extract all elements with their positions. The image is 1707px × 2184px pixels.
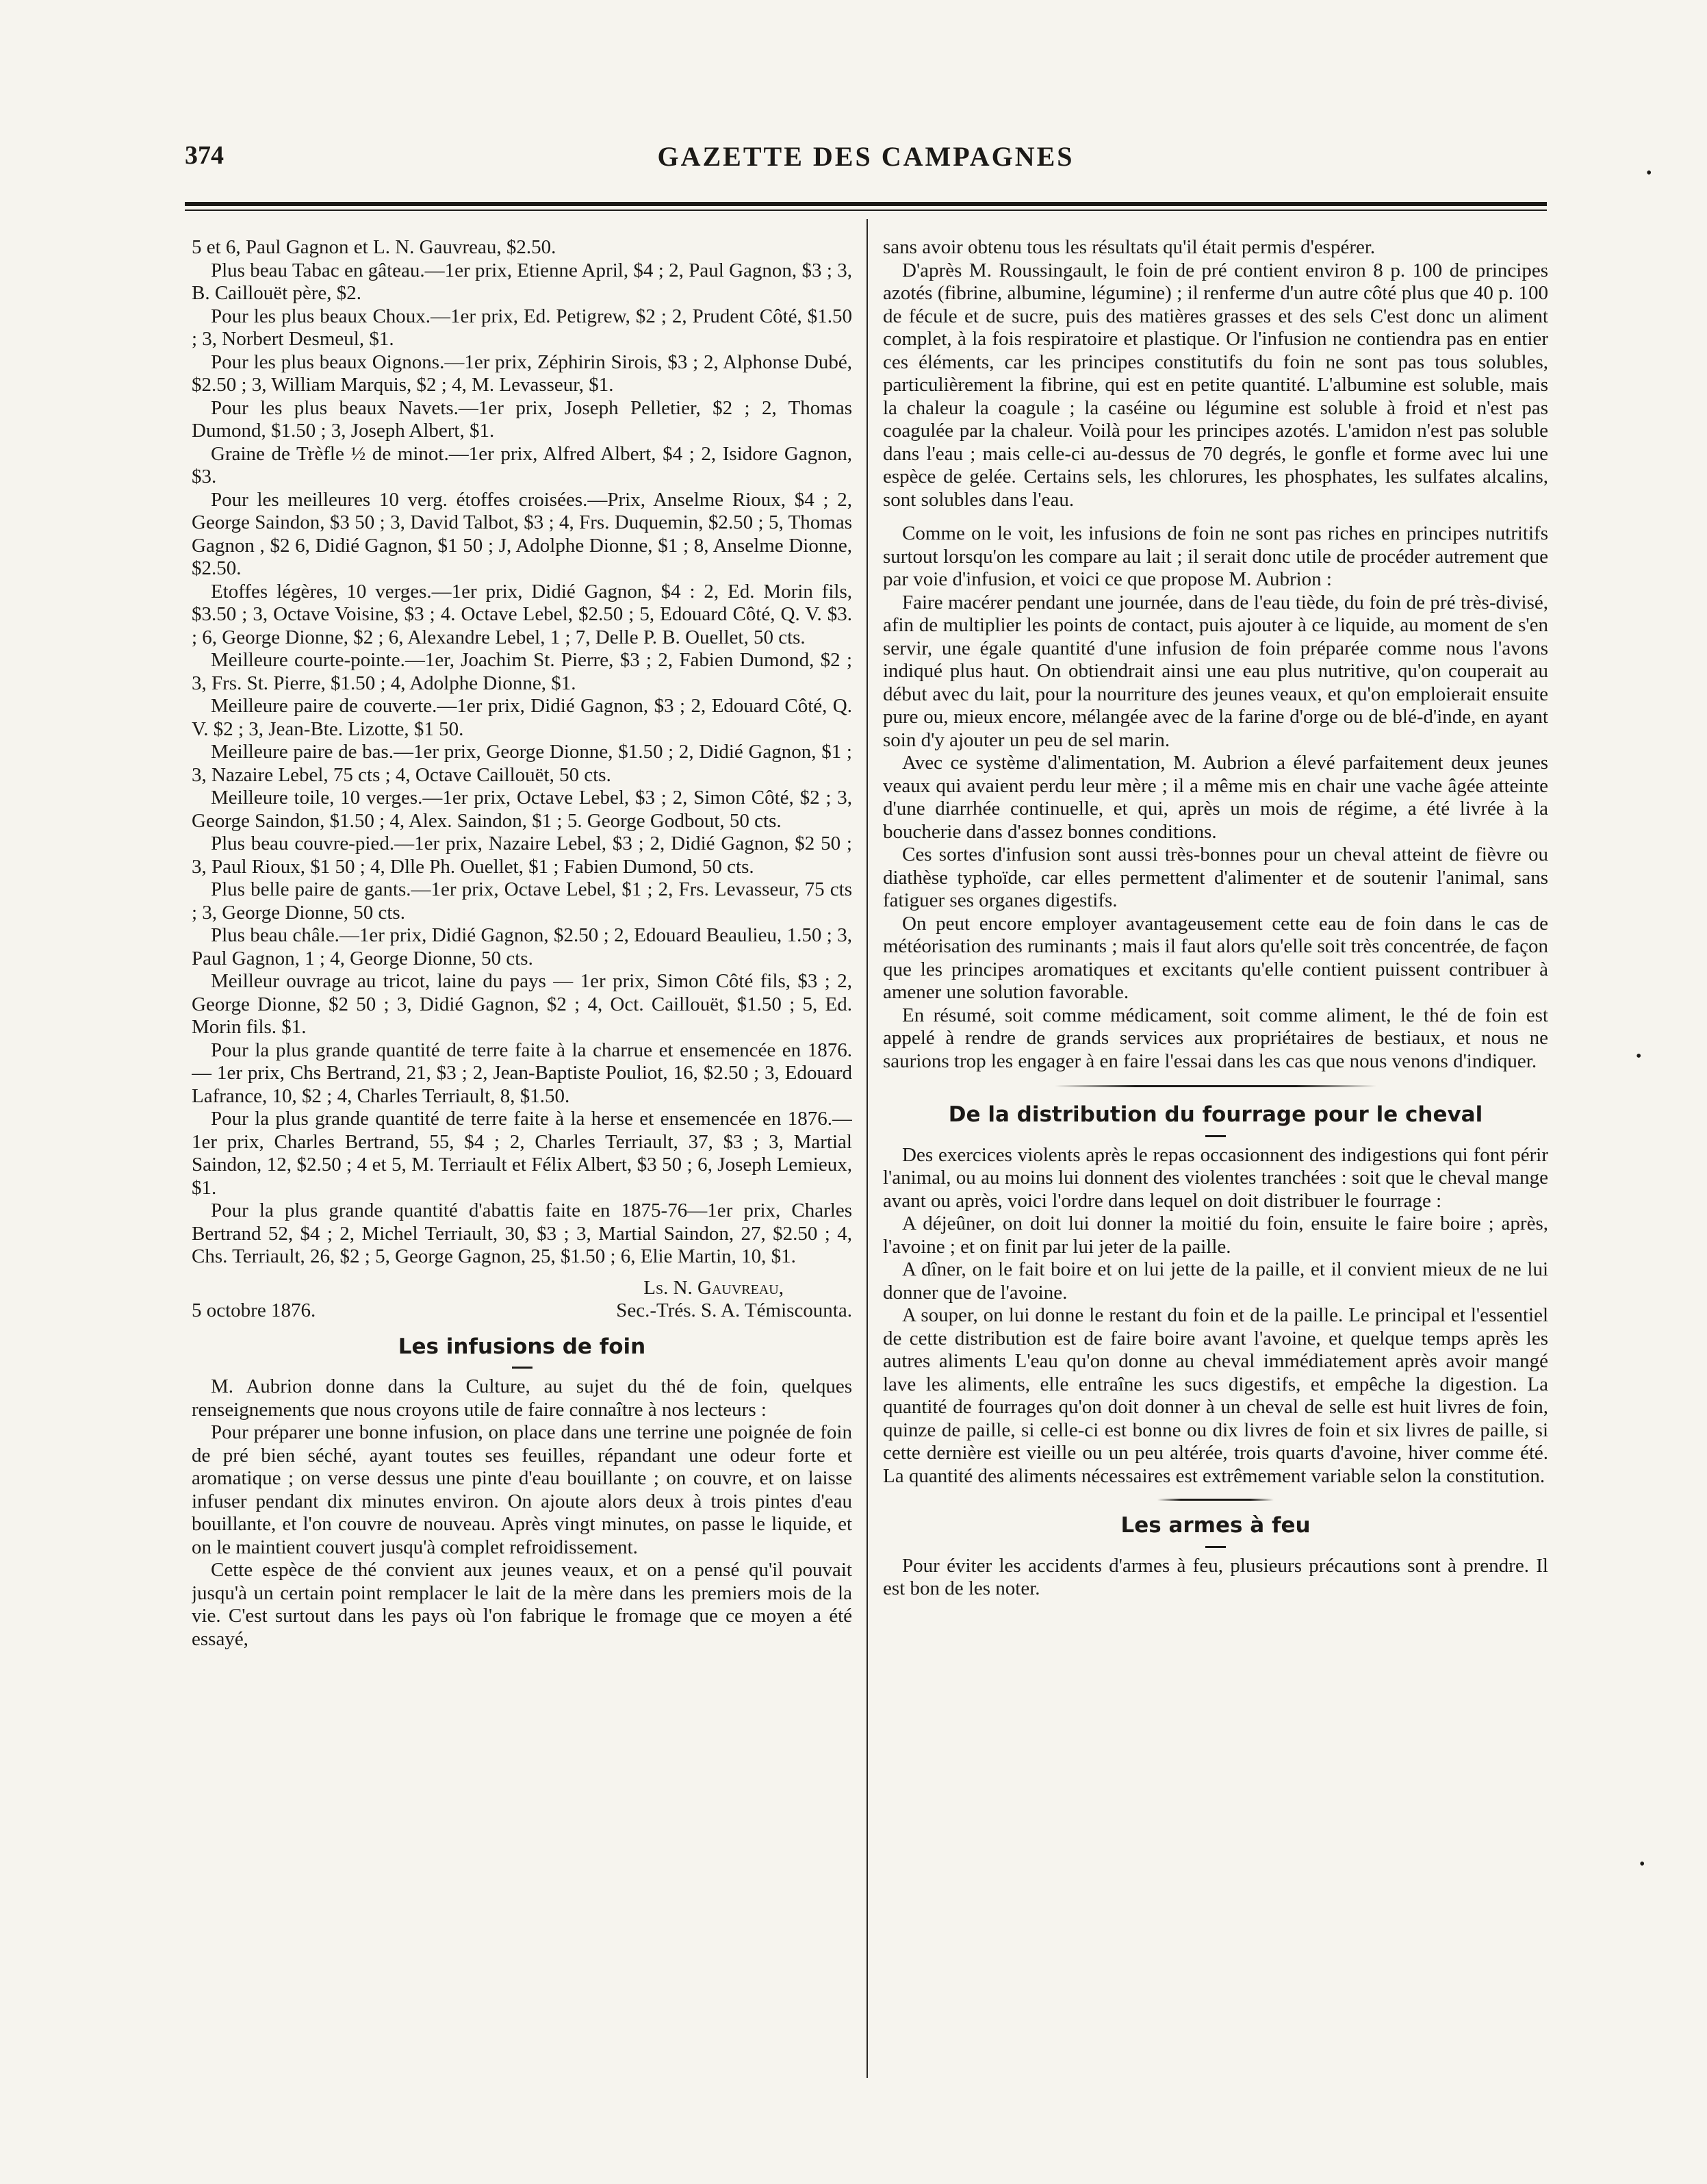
ornamental-rule	[1055, 1085, 1376, 1087]
article-paragraph: A dîner, on le fait boire et on lui jette de la paille, et il convient mieux de ne lui donner que de l'avoine.	[883, 1258, 1548, 1304]
header-rule-thin	[185, 209, 1547, 211]
prize-list-item: 5 et 6, Paul Gagnon et L. N. Gauvreau, $2.50.	[192, 236, 556, 258]
prize-list-item: Pour les plus beaux Navets.—1er prix, Joseph Pelletier, $2 ; 2, Thomas Dumond, $1.50 ; 3, Joseph Albert, $1.	[192, 396, 852, 442]
article-paragraph: D'après M. Roussingault, le foin de pré contient environ 8 p. 100 de principes azotés (fibrine, albumine, légumine) ; il renferme d'un autre côté plus que 40 p. 100 de fécule et de sucre, puis des matières grasses et des sels C'est donc un aliment complet, à la fois respiratoire et plastique. Or l'infusion ne contiendra pas en entier ces éléments, car les principes constitutifs du foin ne sont pas tous solubles, particulièrement la fibrine, qui est en petite quantité. L'albumine est soluble, mais la chaleur la coagule ; la caséine ou légumine est soluble à froid et n'est pas coagulée par la chaleur. Voilà pour les principes azotés. L'amidon n'est pas soluble dans l'eau ; mais celle-ci au-dessus de 70 degrés, le gonfle et forme avec lui une espèce de gelée. Certains sels, les chlorures, les phosphates, les sulfates alcalins, sont solubles dans l'eau.	[883, 259, 1548, 511]
section-title-armes: Les armes à feu	[1120, 1513, 1311, 1538]
signature-date: 5 octobre 1876.	[192, 1299, 316, 1321]
prize-list-item: Plus beau couvre-pied.—1er prix, Nazaire Lebel, $3 ; 2, Didié Gagnon, $2 50 ; 3, Paul Rioux, $1 50 ; 4, Dlle Ph. Ouellet, $1 ; Fabien Dumond, 50 cts.	[192, 833, 852, 878]
prize-list-item: Pour la plus grande quantité de terre faite à la charrue et ensemencée en 1876. — 1er prix, Chs Bertrand, 21, $3 ; 2, Jean-Baptiste Pouliot, 16, $2.50 ; 3, Edouard Lafrance, 10, $2 ; 4, Charles Terriault, 8, $1.50.	[192, 1039, 852, 1107]
header-rule-thick	[185, 202, 1547, 206]
signature-block	[192, 1277, 852, 1322]
prize-list-item: Plus belle paire de gants.—1er prix, Octave Lebel, $1 ; 2, Frs. Levasseur, 75 cts ; 3, George Dionne, 50 cts.	[192, 878, 852, 924]
margin-speck: •	[1639, 1855, 1645, 1873]
running-head	[185, 140, 1547, 181]
prize-list-item: Meilleur ouvrage au tricot, laine du pays — 1er prix, Simon Côté fils, $3 ; 2, George Dionne, $2 50 ; 3, Didié Gagnon, $2 ; 4, Oct. Caillouët, $1.50 ; 5, Ed. Morin fils. $1.	[192, 970, 852, 1038]
prize-list-item: Pour les plus beaux Choux.—1er prix, Ed. Petigrew, $2 ; 2, Prudent Côté, $1.50 ; 3, Norbert Desmeul, $1.	[192, 305, 852, 350]
article-paragraph: Cette espèce de thé convient aux jeunes veaux, et on a pensé qu'il pouvait jusqu'à un certain point remplacer le lait de la mère dans les premiers mois de la vie. C'est surtout dans les pays où l'on fabrique le fromage que ce moyen a été essayé,	[192, 1559, 852, 1650]
right-column	[883, 236, 1548, 2078]
article-paragraph: A déjeûner, on doit lui donner la moitié du foin, ensuite le faire boire ; après, l'avoine ; et on finit par lui jeter de la paille.	[883, 1212, 1548, 1258]
signature-name: Ls. N. Gauvreau,	[643, 1276, 784, 1299]
prize-list-item: Plus beau Tabac en gâteau.—1er prix, Etienne April, $4 ; 2, Paul Gagnon, $3 ; 3, B. Caillouët père, $2.	[192, 259, 852, 304]
section-rule	[512, 1367, 532, 1369]
section-rule	[1205, 1135, 1226, 1137]
prize-list-item: Etoffes légères, 10 verges.—1er prix, Didié Gagnon, $4 : 2, Ed. Morin fils, $3.50 ; 3, Octave Voisine, $3 ; 4. Octave Lebel, $2.50 ; 5, Edouard Côté, Q. V. $3. ; 6, George Dionne, $2 ; 6, Alexandre Lebel, 1 ; 7, Delle P. B. Ouellet, 50 cts.	[192, 580, 852, 648]
column-divider	[867, 219, 868, 2078]
section-title-infusions: Les infusions de foin	[398, 1334, 646, 1359]
article-paragraph: Des exercices violents après le repas occasionnent des indigestions qui font périr l'animal, ou au moins lui donnent des violentes tranchées : soit que le cheval mange avant ou après, voici l'ordre dans lequel on doit distribuer le fourrage :	[883, 1143, 1548, 1212]
article-paragraph: Faire macérer pendant une journée, dans de l'eau tiède, du foin de pré très-divisé, afin de multiplier les points de contact, puis ajouter à ce liquide, au moment de s'en servir, une égale quantité d'une infusion de foin préparée comme nous l'avons indiqué plus haut. On obtiendrait ainsi une eau plus nutritive, qu'on couperait au début avec du lait, pour la nourriture des jeunes veaux, et qu'on emploierait ensuite pure ou, mieux encore, mélangée avec de la farine d'orge ou de blé-d'inde, en ayant soin d'y ajouter un peu de sel marin.	[883, 591, 1548, 751]
journal-title: GAZETTE DES CAMPAGNES	[657, 141, 1075, 172]
prize-list-item: Meilleure toile, 10 verges.—1er prix, Octave Lebel, $3 ; 2, Simon Côté, $2 ; 3, George Saindon, $1.50 ; 4, Alex. Saindon, $1 ; 5. George Godbout, 50 cts.	[192, 787, 852, 832]
margin-speck: •	[1636, 1047, 1642, 1065]
article-paragraph: M. Aubrion donne dans la Culture, au sujet du thé de foin, quelques renseignements que nous croyons utile de faire connaître à nos lecteurs :	[192, 1375, 852, 1421]
prize-list-item: Meilleure courte-pointe.—1er, Joachim St. Pierre, $3 ; 2, Fabien Dumond, $2 ; 3, Frs. St. Pierre, $1.50 ; 4, Adolphe Dionne, $1.	[192, 649, 852, 694]
prize-list-item: Meilleure paire de couverte.—1er prix, Didié Gagnon, $3 ; 2, Edouard Côté, Q. V. $2 ; 3, Jean-Bte. Lizotte, $1 50.	[192, 695, 852, 740]
ornamental-rule	[1157, 1499, 1274, 1501]
prize-list-item: Pour la plus grande quantité d'abattis faite en 1875-76—1er prix, Charles Bertrand 52, $4 ; 2, Michel Terriault, 30, $3 ; 3, Martial Saindon, 27, $2.50 ; 4, Chs. Terriault, 26, $2 ; 5, George Gagnon, 25, $1.50 ; 6, Elie Martin, 10, $1.	[192, 1199, 852, 1267]
article-paragraph: Pour préparer une bonne infusion, on place dans une terrine une poignée de foin de pré bien séché, ayant toutes ses feuilles, répandant une odeur forte et aromatique ; on verse dessus une pinte d'eau bouillante ; on couvre, et on laisse infuser pendant dix minutes environ. On ajoute alors deux à trois pintes d'eau bouillante, et l'on couvre de nouveau. Après vingt minutes, on passe le liquide, et on le maintient couvert jusqu'à complet refroidissement.	[192, 1421, 852, 1558]
prize-list-item: Pour les plus beaux Oignons.—1er prix, Zéphirin Sirois, $3 ; 2, Alphonse Dubé, $2.50 ; 3, William Marquis, $2 ; 4, M. Levasseur, $1.	[192, 351, 852, 396]
margin-speck: •	[1646, 164, 1652, 182]
article-paragraph: Ces sortes d'infusion sont aussi très-bonnes pour un cheval atteint de fièvre ou diathèse typhoïde, car elles permettent d'alimenter et de soutenir l'animal, sans fatiguer ses organes digestifs.	[883, 843, 1548, 911]
article-paragraph: Comme on le voit, les infusions de foin ne sont pas riches en principes nutritifs surtout lorsqu'on les compare au lait ; il serait donc utile de procéder autrement que par voie d'infusion, et voici ce que propose M. Aubrion :	[883, 522, 1548, 590]
article-paragraph: En résumé, soit comme médicament, soit comme aliment, le thé de foin est appelé à rendre de grands services aux propriétaires de bestiaux, et nous ne saurions trop les engager à en faire l'essai dans les cas que nous venons d'indiquer.	[883, 1004, 1548, 1072]
prize-list-item: Pour la plus grande quantité de terre faite à la herse et ensemencée en 1876.—1er prix, Charles Bertrand, 55, $4 ; 2, Charles Terriault, 37, $3 ; 3, Martial Saindon, 12, $2.50 ; 4 et 5, M. Terriault et Félix Albert, $3 50 ; 6, Joseph Lemieux, $1.	[192, 1108, 852, 1199]
left-column	[192, 236, 852, 2078]
signature-title: Sec.-Trés. S. A. Témiscounta.	[616, 1299, 852, 1321]
article-paragraph: A souper, on lui donne le restant du foin et de la paille. Le principal et l'essentiel de cette distribution est de faire boire avant l'avoine, et quelque temps après les autres aliments L'eau qu'on donne au cheval immédiatement après avoir mangé lave les aliments, elle entraîne les sucs digestifs, et empêche la digestion. La quantité de fourrages qu'on doit donner à un cheval de selle est huit livres de foin, quinze de paille, si celle-ci est bonne ou dix livres de foin et six livres de paille, si cette dernière est vieille ou un peu altérée, trois quarts d'avoine, hiver comme été. La quantité des aliments nécessaires est extrêmement variable selon la constitution.	[883, 1304, 1548, 1487]
section-rule	[1205, 1546, 1226, 1548]
prize-list-item: Graine de Trèfle ½ de minot.—1er prix, Alfred Albert, $4 ; 2, Isidore Gagnon, $3.	[192, 442, 852, 487]
article-paragraph: sans avoir obtenu tous les résultats qu'il était permis d'espérer.	[883, 236, 1376, 258]
article-paragraph: Avec ce système d'alimentation, M. Aubrion a élevé parfaitement deux jeunes veaux qui avaient perdu leur mère ; il a même mis en chair une vache âgée atteinte d'une diarrhée continuelle, et qui, après un mois de régime, a été livrée à la boucherie dans d'assez bonnes conditions.	[883, 752, 1548, 843]
prize-list-item: Pour les meilleures 10 verg. étoffes croisées.—Prix, Anselme Rioux, $4 ; 2, George Saindon, $3 50 ; 3, David Talbot, $3 ; 4, Frs. Duquemin, $2.50 ; 5, Thomas Gagnon , $2 6, Didié Gagnon, $1 50 ; J, Adolphe Dionne, $1 ; 8, Anselme Dionne, $2.50.	[192, 488, 852, 579]
prize-list-item: Meilleure paire de bas.—1er prix, George Dionne, $1.50 ; 2, Didié Gagnon, $1 ; 3, Nazaire Lebel, 75 cts ; 4, Octave Caillouët, 50 cts.	[192, 741, 852, 786]
page-number: 374	[185, 141, 224, 170]
section-title-fourrage: De la distribution du fourrage pour le cheval	[948, 1102, 1483, 1127]
article-paragraph: On peut encore employer avantageusement cette eau de foin dans le cas de météorisation des ruminants ; mais il faut alors qu'elle soit très concentrée, de façon que les principes aromatiques et excitants qu'elle contient puissent contribuer à amener une solution favorable.	[883, 912, 1548, 1003]
prize-list-item: Plus beau châle.—1er prix, Didié Gagnon, $2.50 ; 2, Edouard Beaulieu, 1.50 ; 3, Paul Gagnon, 1 ; 4, George Dionne, 50 cts.	[192, 924, 852, 969]
article-paragraph: Pour éviter les accidents d'armes à feu, plusieurs précautions sont à prendre. Il est bon de les noter.	[883, 1554, 1548, 1599]
